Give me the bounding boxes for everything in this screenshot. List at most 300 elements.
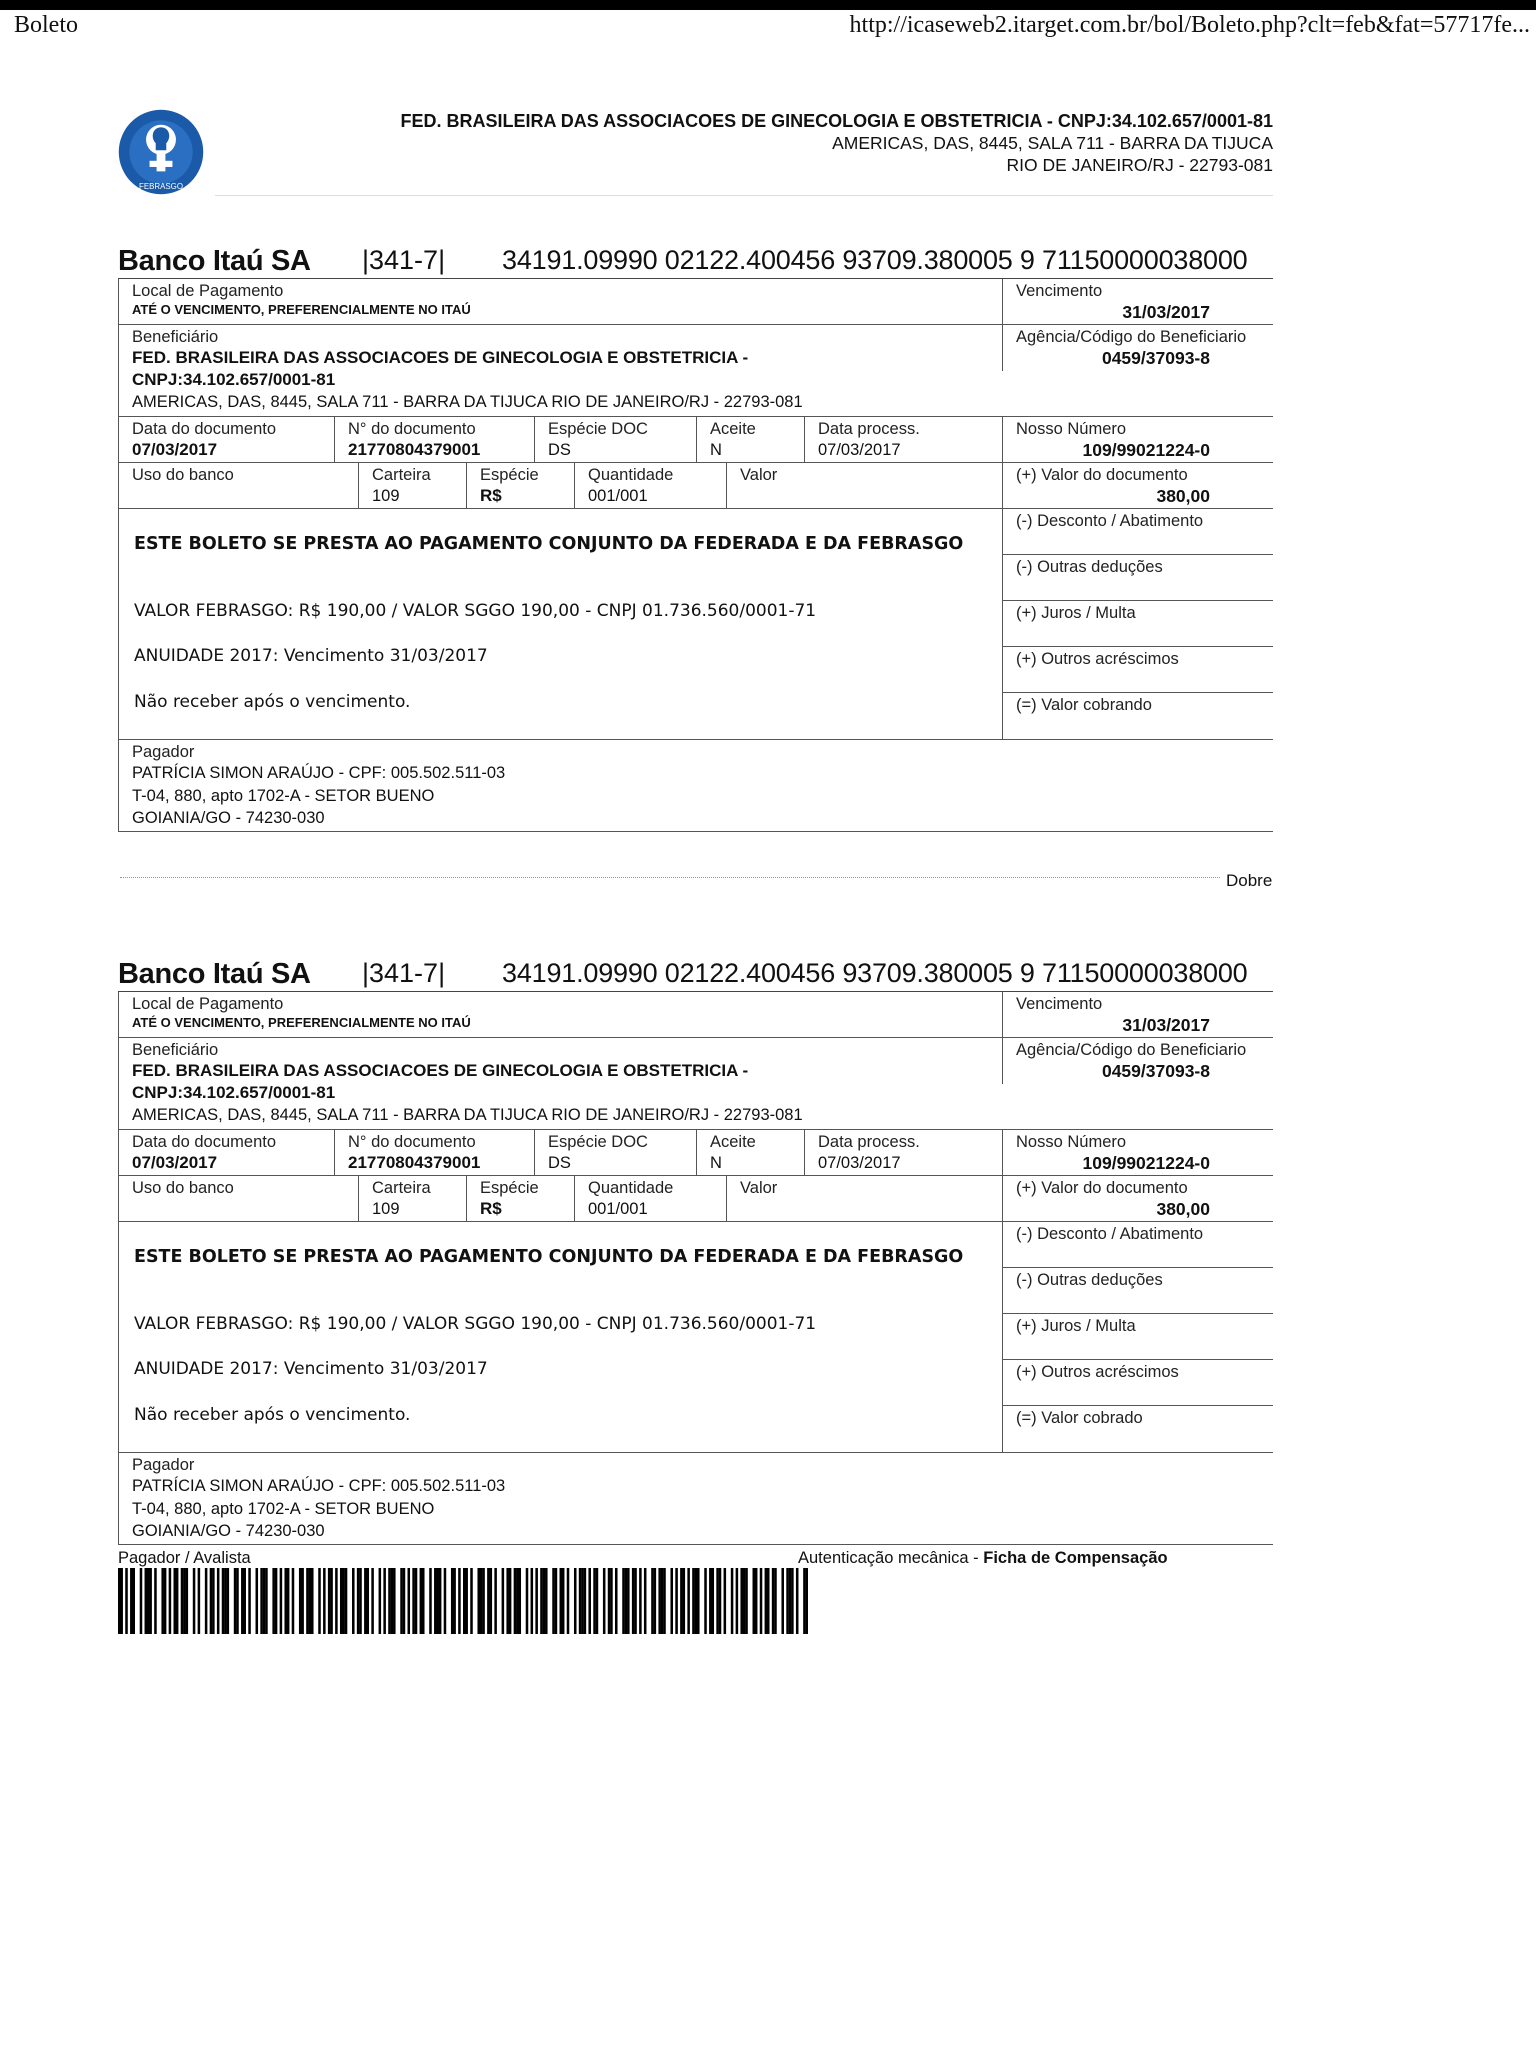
data-process-value: 07/03/2017	[818, 441, 901, 459]
company-header	[400, 110, 1273, 176]
barcode-bar	[391, 1568, 394, 1634]
barcode-bar	[675, 1568, 678, 1634]
bank-name: Banco Itaú SA	[118, 245, 311, 277]
aceite-value: N	[710, 441, 722, 459]
barcode-bar	[625, 1568, 628, 1634]
row-beneficiario	[118, 325, 1273, 417]
barcode-bar	[692, 1568, 695, 1634]
barcode-bar	[610, 1568, 613, 1634]
barcode-bar	[480, 1568, 483, 1634]
barcode-bar	[422, 1568, 425, 1634]
data-process-value: 07/03/2017	[818, 1154, 901, 1172]
barcode-bar	[608, 1568, 611, 1634]
valor-label: Valor	[740, 466, 778, 484]
barcode-bar	[125, 1568, 128, 1634]
vencimento-value: 31/03/2017	[1122, 302, 1210, 322]
aceite-cell	[696, 417, 804, 462]
valor-documento-cell	[1002, 1176, 1273, 1221]
barcode-bar	[514, 1568, 517, 1634]
barcode-bar	[453, 1568, 456, 1634]
barcode-bar	[227, 1568, 230, 1634]
barcode-bar	[140, 1568, 143, 1634]
barcode-bar	[439, 1568, 442, 1634]
page-url[interactable]: http://icaseweb2.itarget.com.br/bol/Boleto.php?clt=feb&fat=57717fe...	[849, 12, 1530, 38]
barcode-bar	[588, 1568, 591, 1634]
row-local-pagamento	[118, 279, 1273, 325]
quantidade-value: 001/001	[588, 487, 648, 505]
data-documento-value: 07/03/2017	[132, 1153, 218, 1172]
digitable-line: 34191.09990 02122.400456 93709.380005 9 71150000038000	[502, 958, 1248, 988]
local-pagamento-label: Local de Pagamento	[132, 282, 284, 300]
barcode-bar	[243, 1568, 246, 1634]
barcode-bar	[224, 1568, 227, 1634]
nosso-numero-label: Nosso Número	[1016, 1133, 1127, 1151]
barcode-bar	[560, 1568, 563, 1634]
especie-value: R$	[480, 1199, 502, 1218]
barcode-bar	[639, 1568, 642, 1634]
barcode-bar	[241, 1568, 244, 1634]
beneficiario-label: Beneficiário	[132, 1041, 219, 1059]
adjustment-field	[1003, 555, 1273, 601]
adjustment-label: (-) Outras deduções	[1016, 1271, 1163, 1289]
barcode-bar	[248, 1568, 251, 1634]
barcode-bar	[260, 1568, 263, 1634]
barcode-bar	[791, 1568, 794, 1634]
adjustment-label: (+) Juros / Multa	[1016, 1317, 1136, 1335]
barcode-bar	[429, 1568, 432, 1634]
beneficiario-cell	[118, 1038, 1002, 1129]
barcode-bar	[632, 1568, 635, 1634]
barcode-bar	[567, 1568, 570, 1634]
beneficiario-address: AMERICAS, DAS, 8445, SALA 711 - BARRA DA TIJUCA RIO DE JANEIRO/RJ - 22793-081	[132, 393, 803, 411]
barcode-bar	[644, 1568, 647, 1634]
barcode-bar	[145, 1568, 148, 1634]
num-documento-label: N° do documento	[348, 420, 476, 438]
barcode-bar	[765, 1568, 768, 1634]
barcode-bar	[181, 1568, 184, 1634]
especie-doc-cell	[534, 1130, 696, 1175]
company-address-2: RIO DE JANEIRO/RJ - 22793-081	[1006, 155, 1273, 175]
barcode-bar	[130, 1568, 133, 1634]
barcode-bar	[593, 1568, 596, 1634]
barcode-bar	[210, 1568, 213, 1634]
aceite-label: Aceite	[710, 420, 756, 438]
bank-line	[118, 956, 1273, 991]
barcode-bar	[740, 1568, 743, 1634]
agencia-value: 0459/37093-8	[1101, 1061, 1210, 1081]
barcode-bar	[774, 1568, 777, 1634]
barcode-bar	[487, 1568, 490, 1634]
barcode-bar	[704, 1568, 707, 1634]
barcode-bar	[724, 1568, 727, 1634]
barcode-bar	[345, 1568, 348, 1634]
pagador-line: GOIANIA/GO - 74230-030	[132, 809, 325, 827]
barcode-bar	[719, 1568, 722, 1634]
barcode-bar	[340, 1568, 343, 1634]
quantidade-value: 001/001	[588, 1200, 648, 1218]
barcode-bar	[436, 1568, 439, 1634]
barcode-bar	[364, 1568, 367, 1634]
barcode	[118, 1568, 808, 1634]
barcode-bar	[400, 1568, 403, 1634]
barcode-bar	[509, 1568, 512, 1634]
barcode-bar	[169, 1568, 172, 1634]
barcode-bar	[272, 1568, 275, 1634]
barcode-bar	[412, 1568, 415, 1634]
valor-label: Valor	[740, 1179, 778, 1197]
especie-value: R$	[480, 486, 502, 505]
adjustment-label: (-) Desconto / Abatimento	[1016, 512, 1204, 530]
barcode-bar	[526, 1568, 529, 1634]
barcode-bar	[772, 1568, 775, 1634]
barcode-bar	[502, 1568, 505, 1634]
nosso-numero-value: 109/99021224-0	[1082, 440, 1210, 460]
bank-code: |341-7|	[362, 958, 446, 988]
adjustment-field	[1003, 1268, 1273, 1314]
num-documento-label: N° do documento	[348, 1133, 476, 1151]
uso-banco-cell	[118, 1176, 358, 1221]
agencia-label: Agência/Código do Beneficiario	[1016, 1041, 1247, 1059]
barcode-bar	[415, 1568, 418, 1634]
barcode-bar	[622, 1568, 625, 1634]
local-pagamento-value: ATÉ O VENCIMENTO, PREFERENCIALMENTE NO ITAÚ	[132, 302, 471, 317]
instruction-line: VALOR FEBRASGO: R$ 190,00 / VALOR SGGO 190,00 - CNPJ 01.736.560/0001-71	[134, 601, 817, 621]
barcode-bar	[352, 1568, 355, 1634]
boleto-grid	[118, 991, 1273, 1545]
instruction-line: ANUIDADE 2017: Vencimento 31/03/2017	[134, 1359, 488, 1379]
barcode-bar	[186, 1568, 189, 1634]
barcode-bar	[543, 1568, 546, 1634]
recibo-pagador-slip	[118, 243, 1273, 832]
ficha-compensacao-label: Ficha de Compensação	[983, 1549, 1168, 1567]
instruction-line: VALOR FEBRASGO: R$ 190,00 / VALOR SGGO 190,00 - CNPJ 01.736.560/0001-71	[134, 1314, 817, 1334]
agencia-cell	[1002, 1038, 1273, 1084]
barcode-bar	[280, 1568, 283, 1634]
especie-doc-value: DS	[548, 441, 571, 459]
barcode-bar	[403, 1568, 406, 1634]
adjustment-label: (+) Juros / Multa	[1016, 604, 1136, 622]
adjustment-field	[1003, 1360, 1273, 1406]
barcode-bar	[465, 1568, 468, 1634]
agencia-cell	[1002, 325, 1273, 371]
adjustments-column	[1002, 509, 1273, 739]
num-documento-cell	[334, 1130, 534, 1175]
barcode-bar	[383, 1568, 386, 1634]
barcode-bar	[379, 1568, 382, 1634]
beneficiario-name: FED. BRASILEIRA DAS ASSOCIACOES DE GINECOLOGIA E OBSTETRICIA -	[132, 1061, 749, 1080]
adjustment-field	[1003, 601, 1273, 647]
barcode-bar	[697, 1568, 700, 1634]
barcode-bar	[342, 1568, 345, 1634]
barcode-bar	[458, 1568, 461, 1634]
carteira-value: 109	[372, 487, 400, 505]
barcode-bar	[680, 1568, 683, 1634]
window-top-bar	[0, 0, 1536, 10]
boleto-grid	[118, 278, 1273, 832]
barcode-bar	[695, 1568, 698, 1634]
pagador-avalista-label: Pagador / Avalista	[118, 1549, 251, 1567]
barcode-bar	[731, 1568, 734, 1634]
instructions-cell	[118, 1222, 1002, 1452]
barcode-bar	[603, 1568, 606, 1634]
pagador-line: GOIANIA/GO - 74230-030	[132, 1522, 325, 1540]
beneficiario-cnpj: CNPJ:34.102.657/0001-81	[132, 1083, 336, 1102]
row-documento	[118, 1130, 1273, 1176]
row-instrucoes	[118, 509, 1273, 740]
barcode-bar	[803, 1568, 806, 1634]
especie-label: Espécie	[480, 1179, 539, 1197]
barcode-bar	[796, 1568, 799, 1634]
barcode-bar	[198, 1568, 201, 1634]
barcode-bar	[482, 1568, 485, 1634]
vencimento-cell	[1002, 992, 1273, 1037]
fold-line	[120, 877, 1220, 878]
barcode-bar	[367, 1568, 370, 1634]
barcode-bar	[581, 1568, 584, 1634]
barcode-bar	[806, 1568, 808, 1634]
instruction-line: ESTE BOLETO SE PRESTA AO PAGAMENTO CONJUNTO DA FEDERADA E DA FEBRASGO	[134, 1247, 964, 1267]
instruction-line: Não receber após o vencimento.	[134, 1405, 411, 1425]
barcode-bar	[579, 1568, 582, 1634]
barcode-bar	[753, 1568, 756, 1634]
especie-doc-label: Espécie DOC	[548, 420, 648, 438]
row-instrucoes	[118, 1222, 1273, 1453]
company-name: FED. BRASILEIRA DAS ASSOCIACOES DE GINECOLOGIA E OBSTETRICIA - CNPJ:34.102.657/0001-81	[400, 111, 1273, 131]
especie-doc-label: Espécie DOC	[548, 1133, 648, 1151]
valor-documento-cell	[1002, 463, 1273, 508]
barcode-bar	[596, 1568, 599, 1634]
local-pagamento-cell	[118, 992, 1002, 1037]
barcode-bar	[444, 1568, 447, 1634]
local-pagamento-value: ATÉ O VENCIMENTO, PREFERENCIALMENTE NO ITAÚ	[132, 1015, 471, 1030]
barcode-bar	[716, 1568, 719, 1634]
nosso-numero-label: Nosso Número	[1016, 420, 1127, 438]
agencia-label: Agência/Código do Beneficiario	[1016, 328, 1247, 346]
adjustments-column	[1002, 1222, 1273, 1452]
barcode-bar	[234, 1568, 237, 1634]
barcode-bar	[357, 1568, 360, 1634]
barcode-bar	[371, 1568, 374, 1634]
vencimento-label: Vencimento	[1016, 995, 1103, 1013]
barcode-bar	[661, 1568, 664, 1634]
row-pagador	[118, 1453, 1273, 1545]
barcode-bar	[552, 1568, 555, 1634]
barcode-bar	[284, 1568, 287, 1634]
carteira-value: 109	[372, 1200, 400, 1218]
nosso-numero-cell	[1002, 1130, 1273, 1175]
barcode-bar	[236, 1568, 239, 1634]
barcode-bar	[311, 1568, 314, 1634]
barcode-bar	[212, 1568, 215, 1634]
row-uso-banco	[118, 463, 1273, 509]
autenticacao-label: Autenticação mecânica - Ficha de Compensação	[798, 1549, 1168, 1567]
data-documento-value: 07/03/2017	[132, 440, 218, 459]
adjustment-label: (-) Outras deduções	[1016, 558, 1163, 576]
uso-banco-cell	[118, 463, 358, 508]
beneficiario-cell	[118, 325, 1002, 416]
pagador-line: PATRÍCIA SIMON ARAÚJO - CPF: 005.502.511-03	[132, 1477, 506, 1495]
vencimento-cell	[1002, 279, 1273, 324]
barcode-bar	[663, 1568, 666, 1634]
quantidade-cell	[574, 463, 726, 508]
barcode-bar	[335, 1568, 338, 1634]
barcode-bar	[555, 1568, 558, 1634]
especie-cell	[466, 463, 574, 508]
barcode-bar	[301, 1568, 304, 1634]
barcode-bar	[654, 1568, 657, 1634]
data-documento-cell	[118, 417, 334, 462]
barcode-bar	[463, 1568, 466, 1634]
uso-banco-label: Uso do banco	[132, 466, 234, 484]
instruction-line: ESTE BOLETO SE PRESTA AO PAGAMENTO CONJUNTO DA FEDERADA E DA FEBRASGO	[134, 534, 964, 554]
beneficiario-name: FED. BRASILEIRA DAS ASSOCIACOES DE GINECOLOGIA E OBSTETRICIA -	[132, 348, 749, 367]
barcode-bar	[755, 1568, 758, 1634]
quantidade-label: Quantidade	[588, 1179, 674, 1197]
pagador-cell	[118, 740, 1273, 831]
data-documento-label: Data do documento	[132, 1133, 277, 1151]
barcode-bar	[434, 1568, 437, 1634]
carteira-label: Carteira	[372, 1179, 431, 1197]
beneficiario-cnpj: CNPJ:34.102.657/0001-81	[132, 370, 336, 389]
barcode-bar	[712, 1568, 715, 1634]
local-pagamento-cell	[118, 279, 1002, 324]
barcode-bar	[451, 1568, 454, 1634]
barcode-bar	[176, 1568, 179, 1634]
barcode-bar	[709, 1568, 712, 1634]
barcode-bar	[193, 1568, 196, 1634]
fold-label: Dobre	[1226, 871, 1273, 890]
barcode-bar	[687, 1568, 690, 1634]
barcode-bar	[318, 1568, 321, 1634]
barcode-bar	[584, 1568, 587, 1634]
data-process-label: Data process.	[818, 420, 920, 438]
data-process-cell	[804, 417, 1002, 462]
quantidade-cell	[574, 1176, 726, 1221]
barcode-bar	[205, 1568, 208, 1634]
barcode-bar	[265, 1568, 268, 1634]
barcode-bar	[388, 1568, 391, 1634]
barcode-bar	[789, 1568, 792, 1634]
data-documento-cell	[118, 1130, 334, 1175]
barcode-bar	[634, 1568, 637, 1634]
aceite-value: N	[710, 1154, 722, 1172]
valor-documento-label: (+) Valor do documento	[1016, 1179, 1188, 1197]
valor-documento-label: (+) Valor do documento	[1016, 466, 1188, 484]
barcode-bar	[574, 1568, 577, 1634]
barcode-bar	[767, 1568, 770, 1634]
barcode-bar	[420, 1568, 423, 1634]
barcode-bar	[627, 1568, 630, 1634]
barcode-bar	[120, 1568, 123, 1634]
barcode-bar	[306, 1568, 309, 1634]
barcode-bar	[154, 1568, 157, 1634]
authentication-row	[118, 1547, 1273, 1569]
nosso-numero-cell	[1002, 417, 1273, 462]
barcode-bar	[118, 1568, 121, 1634]
row-uso-banco	[118, 1176, 1273, 1222]
adjustment-label: (=) Valor cobrado	[1016, 1409, 1143, 1427]
especie-label: Espécie	[480, 466, 539, 484]
barcode-bar	[173, 1568, 176, 1634]
barcode-bar	[781, 1568, 784, 1634]
barcode-bar	[506, 1568, 509, 1634]
barcode-bar	[330, 1568, 333, 1634]
barcode-bar	[531, 1568, 534, 1634]
barcode-bar	[743, 1568, 746, 1634]
barcode-bar	[147, 1568, 150, 1634]
uso-banco-label: Uso do banco	[132, 1179, 234, 1197]
row-documento	[118, 417, 1273, 463]
agencia-value: 0459/37093-8	[1101, 348, 1210, 368]
adjustment-field	[1003, 693, 1273, 739]
carteira-cell	[358, 463, 466, 508]
barcode-bar	[518, 1568, 521, 1634]
bank-code: |341-7|	[362, 245, 446, 275]
barcode-bar	[222, 1568, 225, 1634]
beneficiario-label: Beneficiário	[132, 328, 219, 346]
header-divider	[215, 195, 1273, 196]
barcode-bar	[562, 1568, 565, 1634]
num-documento-value: 21770804379001	[348, 440, 481, 459]
data-process-label: Data process.	[818, 1133, 920, 1151]
page-title: Boleto	[14, 12, 78, 38]
pagador-line: T-04, 880, apto 1702-A - SETOR BUENO	[132, 1499, 435, 1518]
barcode-bar	[670, 1568, 673, 1634]
barcode-bar	[287, 1568, 290, 1634]
adjustment-label: (+) Outros acréscimos	[1016, 1363, 1179, 1381]
barcode-bar	[470, 1568, 473, 1634]
barcode-bar	[658, 1568, 661, 1634]
especie-doc-value: DS	[548, 1154, 571, 1172]
barcode-bar	[393, 1568, 396, 1634]
valor-documento-value: 380,00	[1156, 486, 1210, 506]
num-documento-value: 21770804379001	[348, 1153, 481, 1172]
adjustment-field	[1003, 1222, 1273, 1268]
bank-line	[118, 243, 1273, 278]
barcode-bar	[516, 1568, 519, 1634]
pagador-label: Pagador	[132, 743, 195, 761]
instruction-line: Não receber após o vencimento.	[134, 692, 411, 712]
barcode-bar	[535, 1568, 538, 1634]
adjustment-field	[1003, 1406, 1273, 1452]
barcode-bar	[149, 1568, 152, 1634]
valor-cell	[726, 463, 1002, 508]
barcode-bar	[651, 1568, 654, 1634]
barcode-bar	[161, 1568, 164, 1634]
barcode-bar	[328, 1568, 331, 1634]
barcode-bar	[683, 1568, 686, 1634]
nosso-numero-value: 109/99021224-0	[1082, 1153, 1210, 1173]
adjustment-field	[1003, 647, 1273, 693]
valor-cell	[726, 1176, 1002, 1221]
aceite-cell	[696, 1130, 804, 1175]
instruction-line: ANUIDADE 2017: Vencimento 31/03/2017	[134, 646, 488, 666]
beneficiario-address: AMERICAS, DAS, 8445, SALA 711 - BARRA DA TIJUCA RIO DE JANEIRO/RJ - 22793-081	[132, 1106, 803, 1124]
carteira-cell	[358, 1176, 466, 1221]
barcode-bar	[292, 1568, 295, 1634]
row-pagador	[118, 740, 1273, 832]
pagador-cell	[118, 1453, 1273, 1544]
barcode-bar	[786, 1568, 789, 1634]
barcode-bar	[760, 1568, 763, 1634]
barcode-bar	[183, 1568, 186, 1634]
barcode-bar	[494, 1568, 497, 1634]
digitable-line: 34191.09990 02122.400456 93709.380005 9 71150000038000	[502, 245, 1248, 275]
barcode-bar	[540, 1568, 543, 1634]
barcode-bar	[490, 1568, 493, 1634]
especie-doc-cell	[534, 417, 696, 462]
row-local-pagamento	[118, 992, 1273, 1038]
